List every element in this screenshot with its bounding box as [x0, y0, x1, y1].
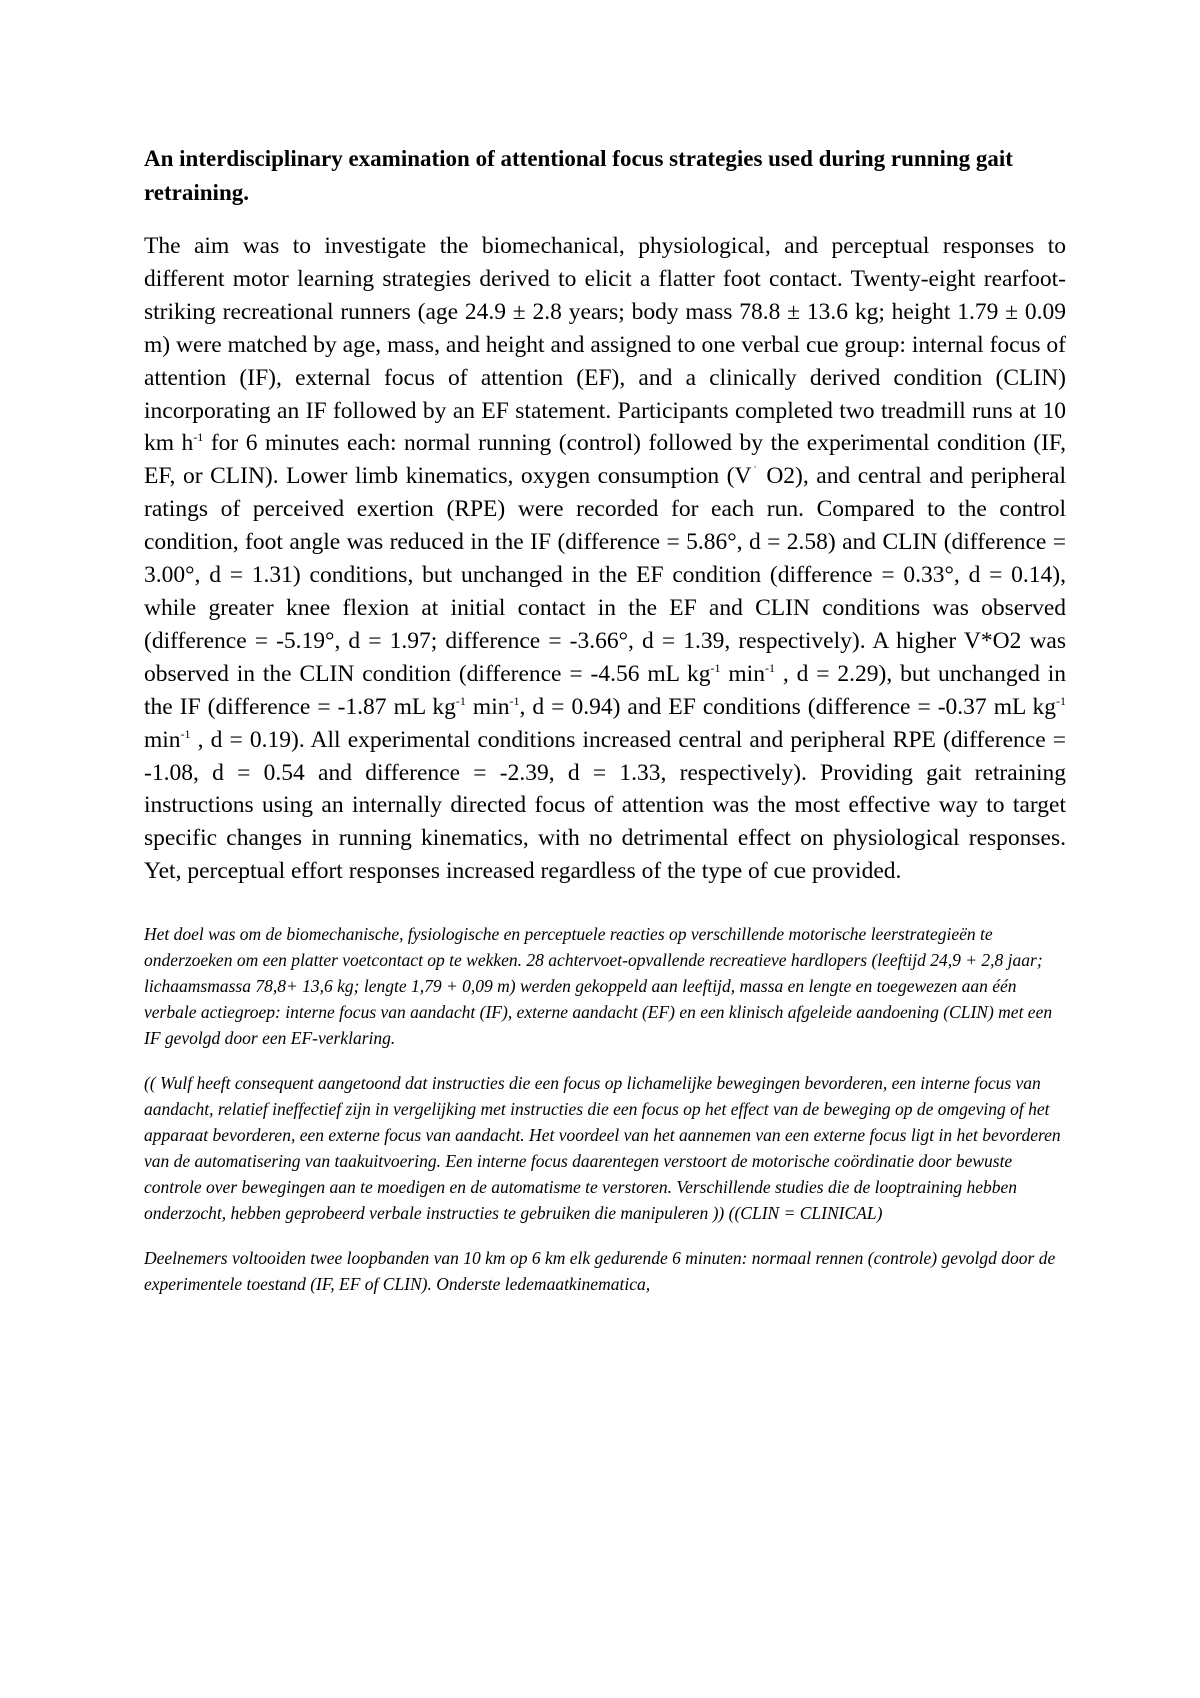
abstract-text: , d = 0.19). All experimental conditions increased central and peripheral RPE (difference = -1.08, d = 0.54 and difference = -2.39, d = 1.33, respectively). Providing gait retraining instructions using an internally directed focus of attention was the most effective way to target specific changes in running kinematics, with no detrimental effect on physiological responses. Yet, perceptual effort responses increased regardless of the type of cue provided.	[144, 726, 1066, 885]
dutch-paragraph: (( Wulf heeft consequent aangetoond dat instructies die een focus op lichamelijke bewegingen bevorderen, een interne focus van aandacht, relatief ineffectief zijn in vergelijking met instructies die een focus op het effect van de beweging op de omgeving of het apparaat bevorderen, een externe focus van aandacht. Het voordeel van het aannemen van een externe focus ligt in het bevorderen van de automatisering van taakuitvoering. Een interne focus daarentegen verstoort de motorische coördinatie door bewuste controle over bewegingen aan te moedigen en de automatisme te verstoren. Verschillende studies die de looptraining hebben onderzocht, hebben geprobeerd verbale instructies te gebruiken die manipuleren )) ((CLIN = CLINICAL)	[144, 1073, 1061, 1224]
superscript: -1	[509, 693, 520, 708]
superscript: -1	[710, 660, 721, 675]
superscript: -1	[1056, 693, 1066, 708]
abstract-text: The aim was to investigate the biomechanical, physiological, and perceptual responses to different motor learning strategies derived to elicit a flatter foot contact. Twenty-eight rearfoot-striking recreational runners (age 24.9 ± 2.8 years; body mass 78.8 ± 13.6 kg; height 1.79 ± 0.09 m) were matched by age, mass, and height and assigned to one verbal cue group: internal focus of attention (IF), external focus of attention (EF), and a clinically derived condition (CLIN) incorporating an IF followed by an EF statement. Participants completed two treadmill runs at 10 km h	[144, 233, 1066, 457]
abstract-text: , d = 2.29), but unchanged in the IF (difference = -1.87 mL kg	[144, 660, 1066, 720]
document-content	[144, 142, 1066, 1297]
superscript: -1	[193, 430, 204, 445]
abstract-text: min	[465, 693, 510, 720]
abstract-text: O2), and central and peripheral ratings of perceived exertion (RPE) were recorded for each run. Compared to the control condition, foot angle was reduced in the IF (difference = 5.86°, d = 2.58) and CLIN (difference = 3.00°, d = 1.31) conditions, but unchanged in the EF condition (difference = 0.33°, d = 0.14), while greater knee flexion at initial contact in the EF and CLIN conditions was observed (difference = -5.19°, d = 1.97; difference = -3.66°, d = 1.39, respectively). A higher V*O2 was observed in the CLIN condition (difference = -4.56 mL kg	[144, 463, 1066, 687]
abstract-text: min	[144, 726, 181, 753]
superscript: -1	[764, 660, 775, 675]
superscript: -1	[455, 693, 466, 708]
dutch-paragraph: Deelnemers voltooiden twee loopbanden van 10 km op 6 km elk gedurende 6 minuten: normaal rennen (controle) gevolgd door de experimentele toestand (IF, EF of CLIN). Onderste ledemaatkinematica,	[144, 1248, 1056, 1295]
dot-accent: ˙	[751, 463, 759, 478]
dutch-translation	[144, 921, 1066, 1297]
abstract-text: , d = 0.94) and EF conditions (difference = -0.37 mL kg	[519, 693, 1056, 720]
abstract-text: for 6 minutes each: normal running (control) followed by the experimental condition (IF, EF, or CLIN). Lower limb kinematics, oxygen consumption (V	[144, 430, 1066, 490]
dutch-paragraph: Het doel was om de biomechanische, fysiologische en perceptuele reacties op verschillende motorische leerstrategieën te onderzoeken om een platter voetcontact op te wekken. 28 achtervoet-opvallende recreatieve hardlopers (leeftijd 24,9 + 2,8 jaar; lichaamsmassa 78,8+ 13,6 kg; lengte 1,79 + 0,09 m) werden gekoppeld aan leeftijd, massa en lengte en toegewezen aan één verbale actiegroep: interne focus van aandacht (IF), externe aandacht (EF) en een klinisch afgeleide aandoening (CLIN) met een IF gevolgd door een EF-verklaring.	[144, 924, 1053, 1049]
superscript: -1	[180, 726, 191, 741]
english-abstract	[144, 230, 1066, 888]
document-title: An interdisciplinary examination of attentional focus strategies used during running gait retraining.	[144, 146, 1013, 205]
abstract-text: min	[720, 660, 765, 687]
